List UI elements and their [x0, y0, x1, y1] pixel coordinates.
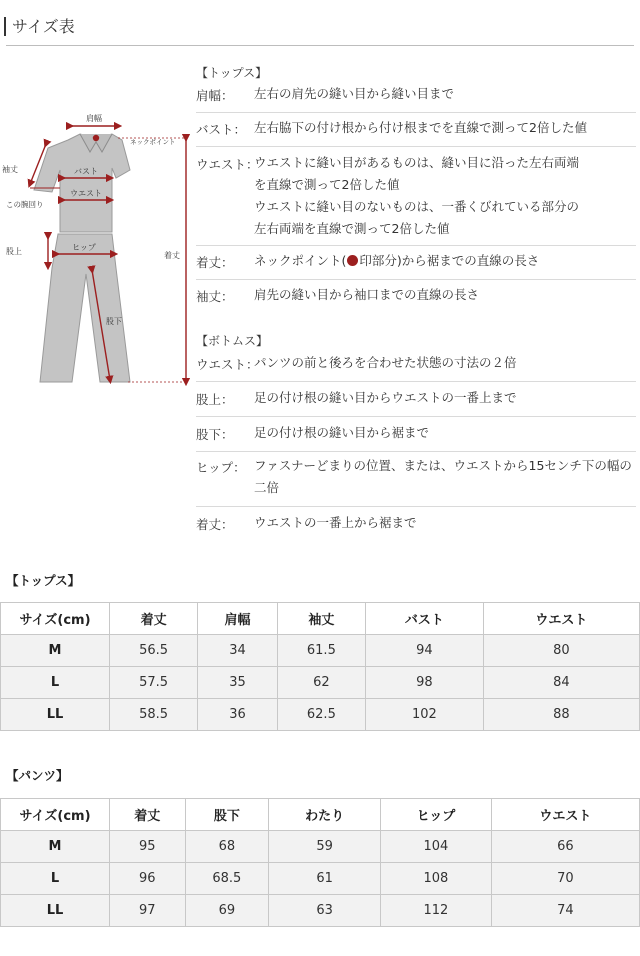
- table-cell: 59: [269, 831, 381, 863]
- table-cell: 34: [198, 635, 278, 667]
- table-cell: 63: [269, 895, 381, 927]
- table-cell: 56.5: [110, 635, 198, 667]
- column-header: わたり: [269, 799, 381, 831]
- definition-desc: パンツの前と後ろを合わせた状態の寸法の２倍: [254, 355, 517, 370]
- diagram-label-arm-circ: この腕回り: [6, 200, 44, 209]
- title-divider: [6, 45, 634, 46]
- definition-term: 着丈：: [196, 517, 234, 532]
- table-cell: 112: [381, 895, 492, 927]
- diagram-label-waist: ウエスト: [70, 189, 102, 198]
- definition-term: 着丈：: [196, 255, 234, 270]
- table-cell: 35: [198, 667, 278, 699]
- bottoms-definitions-heading: 【ボトムス】: [196, 334, 269, 348]
- pants-table-heading: 【パンツ】: [6, 768, 69, 783]
- table-cell: 104: [381, 831, 492, 863]
- definition-desc: 足の付け根の縫い目から裾まで: [254, 425, 430, 440]
- table-cell: 62: [277, 667, 365, 699]
- diagram-label-inseam: 股下: [106, 317, 122, 326]
- tops-definitions-heading: 【トップス】: [196, 66, 268, 80]
- size-cell: LL: [1, 895, 110, 927]
- column-header: ウエスト: [491, 799, 639, 831]
- table-cell: 97: [110, 895, 186, 927]
- size-cell: L: [1, 667, 110, 699]
- definition-desc: 足の付け根の縫い目からウエストの一番上まで: [254, 390, 517, 405]
- table-cell: 102: [365, 699, 483, 731]
- table-header-row: [1, 799, 640, 831]
- column-header: 股下: [185, 799, 269, 831]
- table-cell: 68.5: [185, 863, 269, 895]
- table-cell: 84: [483, 667, 639, 699]
- table-cell: 69: [185, 895, 269, 927]
- definition-term: 肩幅：: [196, 88, 234, 103]
- table-cell: 62.5: [277, 699, 365, 731]
- size-cell: M: [1, 635, 110, 667]
- definition-term: 袖丈：: [196, 289, 234, 304]
- table-cell: 94: [365, 635, 483, 667]
- column-header: 着丈: [110, 799, 186, 831]
- table-cell: 96: [110, 863, 186, 895]
- column-header: バスト: [365, 603, 483, 635]
- definition-desc: 左右脇下の付け根から付け根までを直線で測って2倍した値: [254, 120, 587, 135]
- table-header-row: [1, 603, 640, 635]
- definition-desc: 肩先の縫い目から袖口までの直線の長さ: [254, 287, 480, 302]
- diagram-label-rise: 股上: [6, 247, 22, 256]
- table-row: [1, 895, 640, 927]
- table-cell: 108: [381, 863, 492, 895]
- column-header: サイズ(cm): [1, 799, 110, 831]
- definition-desc: ネックポイント( 印部分)から裾までの直線の長さ: [254, 253, 540, 268]
- definition-desc: ウエストに縫い目があるものは、縫い目に沿った左右両端 を直線で測って2倍した値 ウエストに縫い目のないものは、一番くびれている部分の 左右両端を直線で測って2倍した値: [254, 155, 580, 236]
- definition-term: バスト：: [196, 122, 247, 137]
- table-cell: 74: [491, 895, 639, 927]
- diagram-label-length: 着丈: [164, 251, 180, 260]
- size-cell: L: [1, 863, 110, 895]
- size-cell: M: [1, 831, 110, 863]
- definition-desc: ウエストの一番上から裾まで: [254, 515, 417, 530]
- table-cell: 36: [198, 699, 278, 731]
- definition-term: 股上：: [196, 392, 234, 407]
- definition-term: 股下：: [196, 427, 234, 442]
- diagram-label-sleeve: 袖丈: [2, 165, 18, 174]
- tops-size-table: [0, 602, 640, 731]
- garment-measurement-diagram: [0, 100, 195, 400]
- diagram-label-neck-point: ネックポイント: [130, 138, 176, 146]
- table-cell: 88: [483, 699, 639, 731]
- column-header: 着丈: [110, 603, 198, 635]
- table-row: [1, 831, 640, 863]
- column-header: ウエスト: [483, 603, 639, 635]
- table-row: [1, 667, 640, 699]
- pants-size-table: [0, 798, 640, 927]
- table-cell: 80: [483, 635, 639, 667]
- blouse-shape: [34, 134, 130, 232]
- column-header: 肩幅: [198, 603, 278, 635]
- table-cell: 57.5: [110, 667, 198, 699]
- tops-table-heading: 【トップス】: [6, 573, 81, 588]
- table-cell: 68: [185, 831, 269, 863]
- table-row: [1, 699, 640, 731]
- table-cell: 58.5: [110, 699, 198, 731]
- size-cell: LL: [1, 699, 110, 731]
- table-cell: 70: [491, 863, 639, 895]
- column-header: 袖丈: [277, 603, 365, 635]
- table-cell: 95: [110, 831, 186, 863]
- definition-term: ヒップ：: [196, 460, 246, 475]
- definition-desc: 左右の肩先の縫い目から縫い目まで: [254, 86, 455, 101]
- title-accent-bar: [4, 17, 6, 36]
- diagram-label-hip: ヒップ: [72, 243, 96, 252]
- pants-shape: [40, 234, 130, 382]
- definition-term: ウエスト：: [196, 357, 259, 372]
- table-row: [1, 635, 640, 667]
- table-row: [1, 863, 640, 895]
- neck-point-marker: [93, 135, 99, 141]
- neck-point-dot-icon: [347, 255, 358, 266]
- diagram-label-shoulder: 肩幅: [86, 114, 102, 123]
- column-header: サイズ(cm): [1, 603, 110, 635]
- page-title: サイズ表: [12, 17, 75, 36]
- table-cell: 66: [491, 831, 639, 863]
- table-cell: 61.5: [277, 635, 365, 667]
- definition-term: ウエスト：: [196, 157, 259, 172]
- column-header: ヒップ: [381, 799, 492, 831]
- diagram-label-bust: バスト: [74, 167, 98, 176]
- table-cell: 98: [365, 667, 483, 699]
- table-cell: 61: [269, 863, 381, 895]
- page-header: [0, 0, 640, 46]
- definition-desc: ファスナーどまりの位置、または、ウエストから15センチ下の幅の 二倍: [254, 458, 632, 495]
